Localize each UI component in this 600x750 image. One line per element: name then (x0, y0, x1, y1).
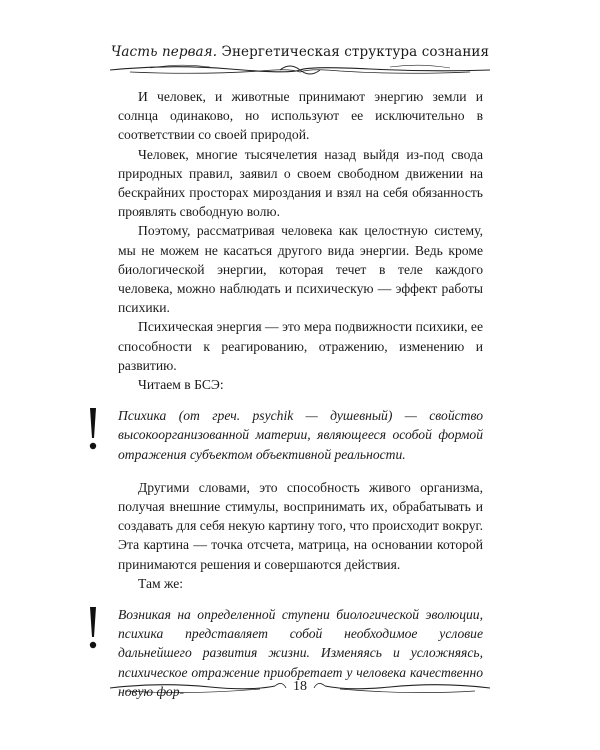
paragraph: Человек, многие тысячелетия назад выйдя из-под свода природных правил, заявил о своем свободном движении на бескрайних просторах мироздания и взял на себя обязанность проявлять свободную волю. (118, 146, 483, 220)
page-body (118, 87, 483, 715)
header-ornament (110, 60, 490, 80)
quote-text: Возникая на определенной ступени биологической эволюции, психика представляет собой необходимое условие дальнейшего развития жизни. Изменяясь и усложняясь, психическое отражение приобретает у человека качественно новую фор- (118, 607, 483, 699)
running-head-part: Часть первая. (110, 44, 218, 60)
exclamation-icon (88, 408, 98, 452)
exclamation-icon (88, 607, 98, 651)
quote-block (118, 406, 483, 464)
paragraph: Поэтому, рассматривая человека как целостную систему, мы не можем не касаться другого вида энергии. Ведь кроме биологической энергии, которая течет в теле каждого человека, можно наблюдать и психическую — эффект работы психики. (118, 223, 483, 316)
quote-text: Психика (от греч. psychik — душевный) — свойство высокоорганизованной материи, являющееся особой формой отражения субъектом объективной реальности. (118, 408, 483, 462)
paragraph: Другими словами, это способность живого организма, получая внешние стимулы, воспринимать их, обрабатывать и создавать для себя некую картину того, что происходит вокруг. Эта картина — точка отсчета, матрица, на основании которой принимаются решения и совершаются действия. (118, 479, 483, 572)
running-head (0, 44, 600, 60)
paragraph: Там же: (138, 575, 184, 591)
page-number: 18 (293, 679, 307, 694)
paragraph: И человек, и животные принимают энергию земли и солнца одинаково, но используют ее исключительно в соответствии со своей природой. (118, 89, 483, 143)
paragraph: Читаем в БСЭ: (138, 377, 224, 393)
running-head-title: Энергетическая структура сознания (221, 44, 490, 60)
paragraph: Психическая энергия — это мера подвижности психики, ее способности к реагированию, отражению, изменению и развитию. (118, 319, 483, 373)
